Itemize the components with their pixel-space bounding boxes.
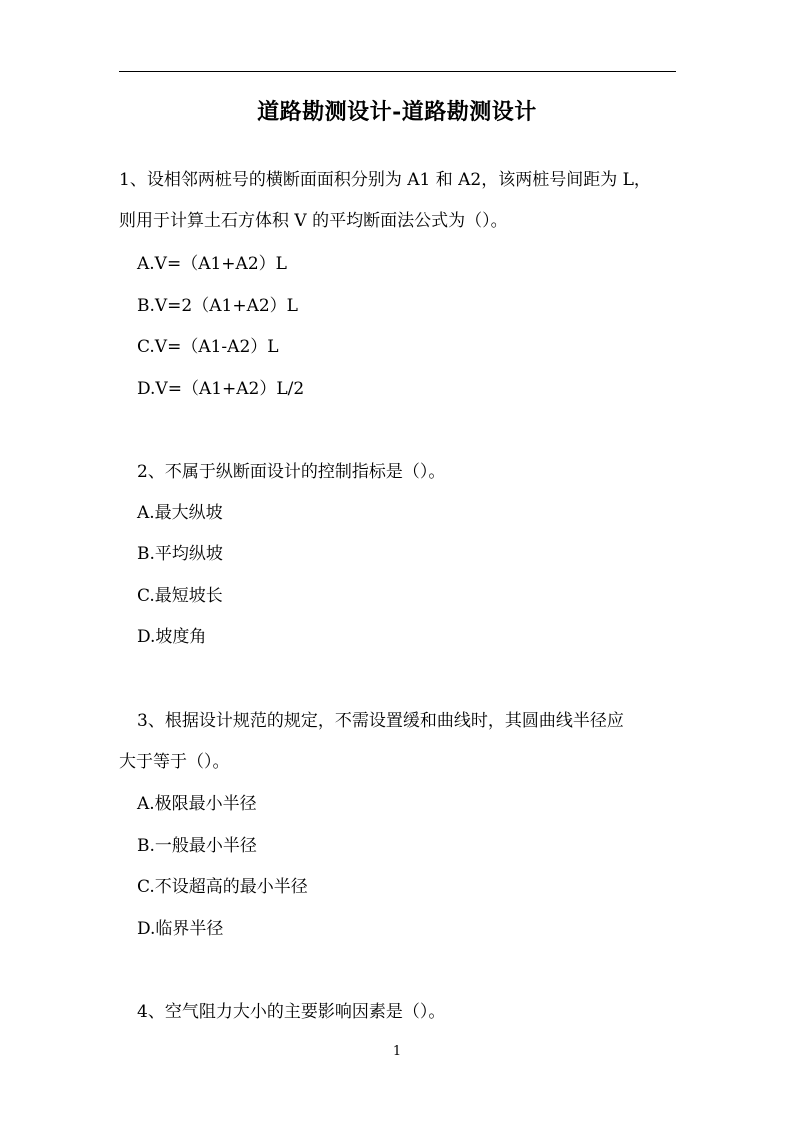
question-2-option-c: C.最短坡长 [137,586,223,606]
question-2-option-d: D.坡度角 [137,627,207,647]
header-rule [119,71,676,72]
question-1-stem-line-1: 1、设相邻两桩号的横断面面积分别为 A1 和 A2，该两桩号间距为 L， [119,170,651,190]
question-2-option-b: B.平均纵坡 [137,544,223,564]
question-1-option-c: C.V=（A1-A2）L [137,337,279,357]
question-3-stem-line-1: 3、根据设计规范的规定，不需设置缓和曲线时，其圆曲线半径应 [137,711,624,731]
question-1-stem-line-2: 则用于计算土石方体积 V 的平均断面法公式为（）。 [119,211,508,231]
question-2-option-a: A.最大纵坡 [137,503,223,523]
question-1-option-d: D.V=（A1+A2）L/2 [137,379,305,399]
question-3-option-d: D.临界半径 [137,919,224,939]
question-3-option-c: C.不设超高的最小半径 [137,877,308,897]
question-1-option-a: A.V=（A1+A2）L [137,254,287,274]
question-3-stem-line-2: 大于等于（）。 [119,752,230,772]
document-title: 道路勘测设计-道路勘测设计 [257,99,537,125]
question-3-option-a: A.极限最小半径 [137,794,257,814]
question-3-option-b: B.一般最小半径 [137,836,257,856]
question-2-stem: 2、不属于纵断面设计的控制指标是（）。 [137,462,446,482]
question-4-stem: 4、空气阻力大小的主要影响因素是（）。 [137,1002,446,1022]
page-number: 1 [392,1044,402,1059]
question-1-option-b: B.V=2（A1+A2）L [137,296,298,316]
